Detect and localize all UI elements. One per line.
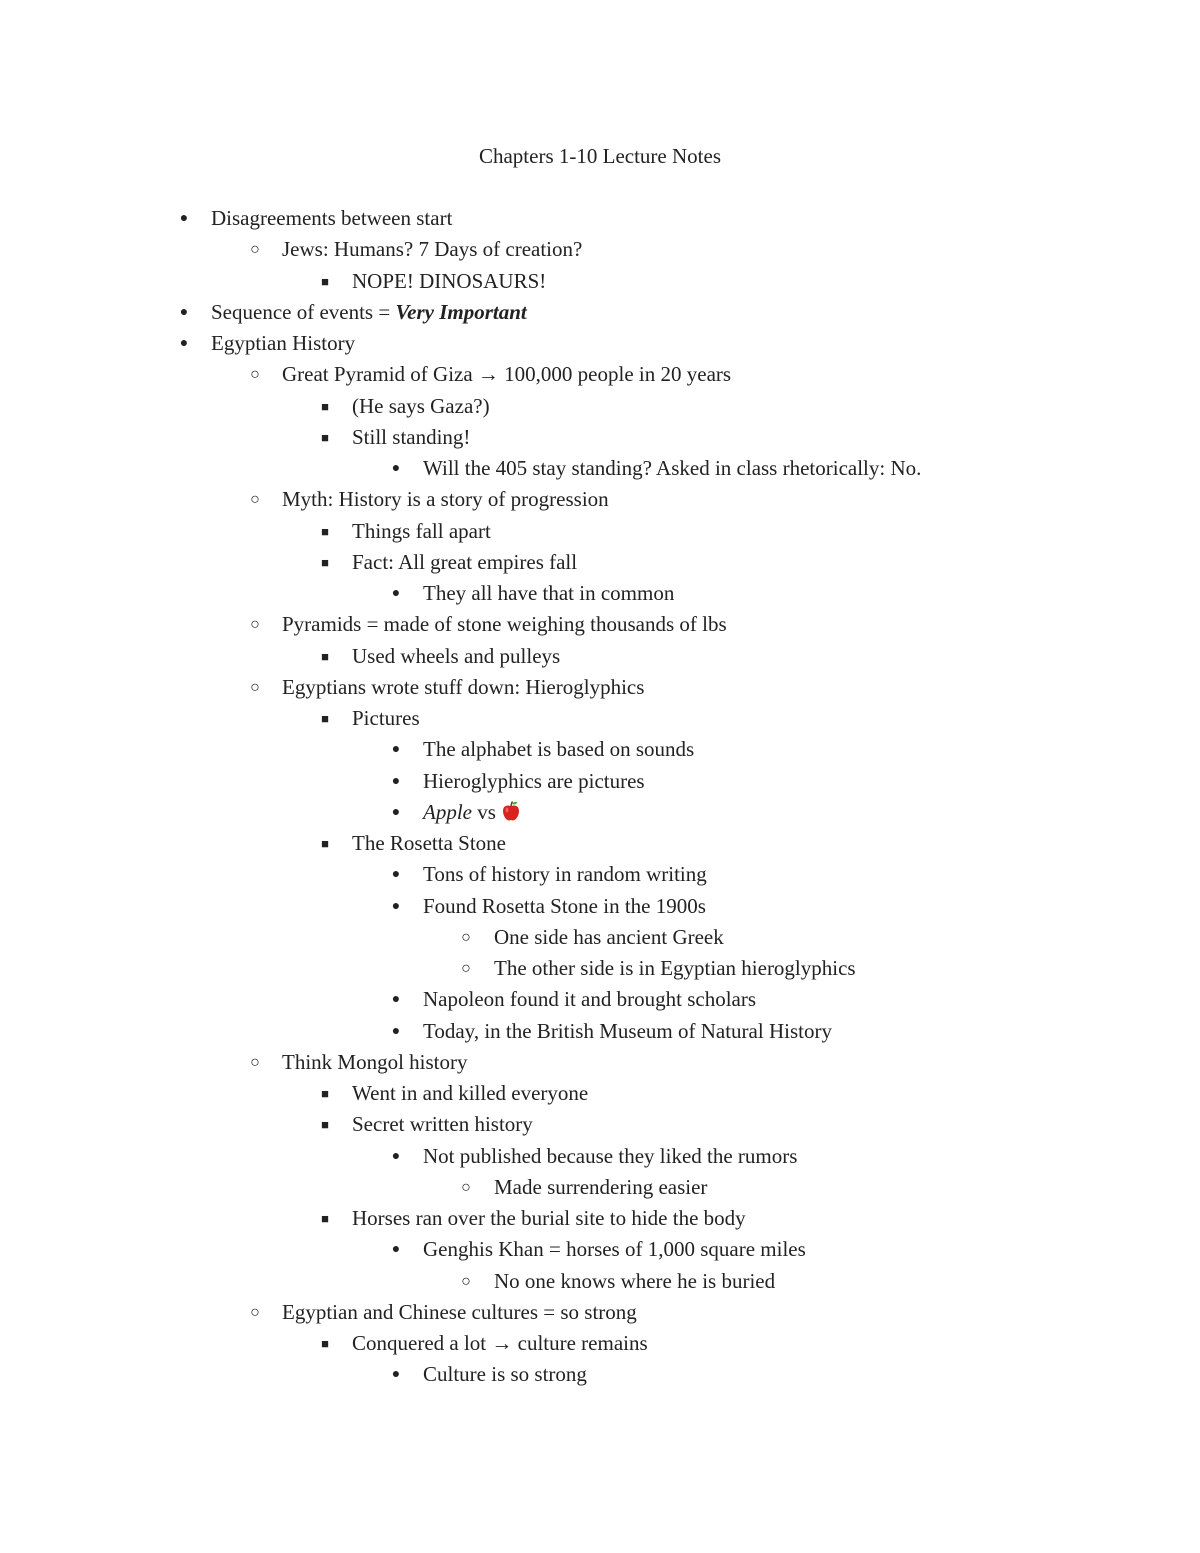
square-bullet-icon: ■ [321, 648, 329, 664]
list-item [0, 484, 1200, 515]
list-item-text: Conquered a lot → culture remains [352, 1331, 648, 1355]
apple-icon [500, 800, 522, 822]
list-item [0, 1203, 1200, 1234]
list-item-text: Egyptian History [211, 331, 356, 355]
square-bullet-icon: ■ [321, 711, 329, 726]
list-item [0, 984, 1200, 1015]
vs-text: vs [471, 799, 496, 824]
disc-bullet-icon: ● [391, 742, 401, 758]
list-item-text [211, 297, 527, 328]
list-item [0, 703, 1200, 734]
square-bullet-icon: ■ [321, 1336, 329, 1351]
list-item [0, 1016, 1200, 1047]
list-item [0, 1328, 1200, 1359]
square-bullet-icon: ■ [321, 398, 329, 414]
circle-bullet-icon: ○ [461, 1272, 471, 1290]
list-item [0, 672, 1200, 703]
list-item-text: (He says Gaza?) [352, 393, 490, 418]
list-item-text: Hieroglyphics are pictures [423, 768, 645, 793]
list-item-text: Napoleon found it and brought scholars [423, 987, 757, 1012]
page-title: Chapters 1-10 Lecture Notes [478, 144, 721, 168]
list-item [0, 1266, 1200, 1297]
list-item [0, 891, 1200, 922]
list-item [0, 547, 1200, 578]
list-item-text: Secret written history [352, 1112, 533, 1137]
list-item [0, 953, 1200, 984]
sequence-prefix: Sequence of events = [211, 299, 396, 324]
list-item [0, 1297, 1200, 1328]
list-item-text: Will the 405 stay standing? Asked in class rhetorically: No. [423, 456, 922, 480]
disc-bullet-icon: ● [391, 804, 401, 820]
disc-bullet-icon: ● [391, 1023, 401, 1039]
apple-icon-graphic [500, 800, 522, 822]
list-item-text: Jews: Humans? 7 Days of creation? [282, 237, 583, 262]
list-item-text: Made surrendering easier [494, 1174, 708, 1199]
list-item [0, 797, 1200, 828]
list-item-text: Found Rosetta Stone in the 1900s [423, 893, 706, 918]
circle-bullet-icon: ○ [250, 1303, 260, 1321]
list-item [0, 234, 1200, 265]
circle-bullet-icon: ○ [461, 1178, 471, 1196]
list-item-text: Pictures [352, 706, 420, 730]
list-item [0, 516, 1200, 547]
list-item [0, 922, 1200, 953]
list-item-text: The Rosetta Stone [352, 831, 506, 855]
apple-word: Apple [423, 799, 472, 824]
list-item [0, 1359, 1200, 1390]
list-item [0, 453, 1200, 484]
list-item [0, 391, 1200, 422]
disc-bullet-icon: ● [179, 211, 189, 226]
list-item-text: Egyptian and Chinese cultures = so strong [282, 1299, 637, 1324]
list-item [0, 859, 1200, 890]
square-bullet-icon: ■ [321, 1211, 329, 1226]
list-item-text: NOPE! DINOSAURS! [352, 268, 547, 293]
list-item-text: Genghis Khan = horses of 1,000 square miles [423, 1237, 806, 1262]
disc-bullet-icon: ● [179, 304, 189, 320]
square-bullet-icon: ■ [321, 429, 329, 445]
list-item [0, 1109, 1200, 1140]
circle-bullet-icon: ○ [250, 678, 260, 696]
list-item-text: The alphabet is based on sounds [423, 737, 695, 762]
circle-bullet-icon: ○ [250, 616, 260, 634]
list-item [0, 1141, 1200, 1172]
list-item [0, 203, 1200, 234]
square-bullet-icon: ■ [321, 523, 329, 539]
circle-bullet-icon: ○ [250, 491, 260, 509]
list-item-text: Egyptians wrote stuff down: Hieroglyphics [282, 674, 645, 699]
list-item-text [423, 797, 522, 828]
square-bullet-icon: ■ [321, 273, 329, 289]
list-item [0, 297, 1200, 328]
square-bullet-icon: ■ [321, 1086, 329, 1101]
list-item-text: Still standing! [352, 424, 471, 449]
list-item [0, 828, 1200, 859]
list-item-text: Disagreements between start [211, 206, 453, 230]
circle-bullet-icon: ○ [461, 960, 471, 977]
disc-bullet-icon: ● [391, 1242, 401, 1258]
disc-bullet-icon: ● [391, 992, 401, 1008]
list-item-text: One side has ancient Greek [494, 924, 724, 949]
circle-bullet-icon: ○ [250, 1053, 260, 1071]
list-item-text: Horses ran over the burial site to hide the body [352, 1206, 746, 1230]
list-item-text: Great Pyramid of Giza → 100,000 people in 20 years [282, 362, 732, 387]
disc-bullet-icon: ● [391, 867, 401, 883]
list-item [0, 1234, 1200, 1265]
disc-bullet-icon: ● [391, 1148, 401, 1164]
square-bullet-icon: ■ [321, 836, 329, 851]
list-item-text: Culture is so strong [423, 1362, 587, 1387]
circle-bullet-icon: ○ [250, 366, 260, 384]
list-item-text: They all have that in common [423, 581, 675, 605]
disc-bullet-icon: ● [391, 773, 401, 789]
list-item [0, 734, 1200, 765]
list-item-text: Went in and killed everyone [352, 1081, 589, 1105]
list-item-text: Things fall apart [352, 518, 491, 543]
list-item-text: The other side is in Egyptian hieroglyphics [494, 956, 856, 980]
list-item [0, 1078, 1200, 1109]
lecture-notes-list [0, 203, 1200, 1391]
list-item [0, 266, 1200, 297]
list-item-text: Pyramids = made of stone weighing thousands of lbs [282, 612, 727, 637]
disc-bullet-icon: ● [391, 586, 401, 601]
square-bullet-icon: ■ [321, 1117, 329, 1133]
list-item [0, 1172, 1200, 1203]
disc-bullet-icon: ● [179, 336, 189, 351]
disc-bullet-icon: ● [391, 461, 401, 476]
disc-bullet-icon: ● [391, 898, 401, 914]
list-item-text: Today, in the British Museum of Natural History [423, 1018, 832, 1043]
emphasis-text: Very Important [395, 299, 527, 324]
list-item-text: Think Mongol history [282, 1049, 468, 1074]
list-item [0, 578, 1200, 609]
square-bullet-icon: ■ [321, 554, 329, 570]
list-item [0, 609, 1200, 640]
list-item [0, 359, 1200, 390]
disc-bullet-icon: ● [391, 1367, 401, 1383]
list-item [0, 328, 1200, 359]
list-item-text: Tons of history in random writing [423, 862, 707, 887]
circle-bullet-icon: ○ [250, 241, 260, 259]
list-item [0, 1047, 1200, 1078]
list-item-text: Used wheels and pulleys [352, 643, 561, 668]
list-item [0, 641, 1200, 672]
list-item-text: Not published because they liked the rumors [423, 1143, 798, 1168]
list-item-text: No one knows where he is buried [494, 1268, 776, 1293]
list-item [0, 766, 1200, 797]
circle-bullet-icon: ○ [461, 928, 471, 946]
list-item [0, 422, 1200, 453]
list-item-text: Myth: History is a story of progression [282, 487, 609, 512]
list-item-text: Fact: All great empires fall [352, 549, 578, 574]
